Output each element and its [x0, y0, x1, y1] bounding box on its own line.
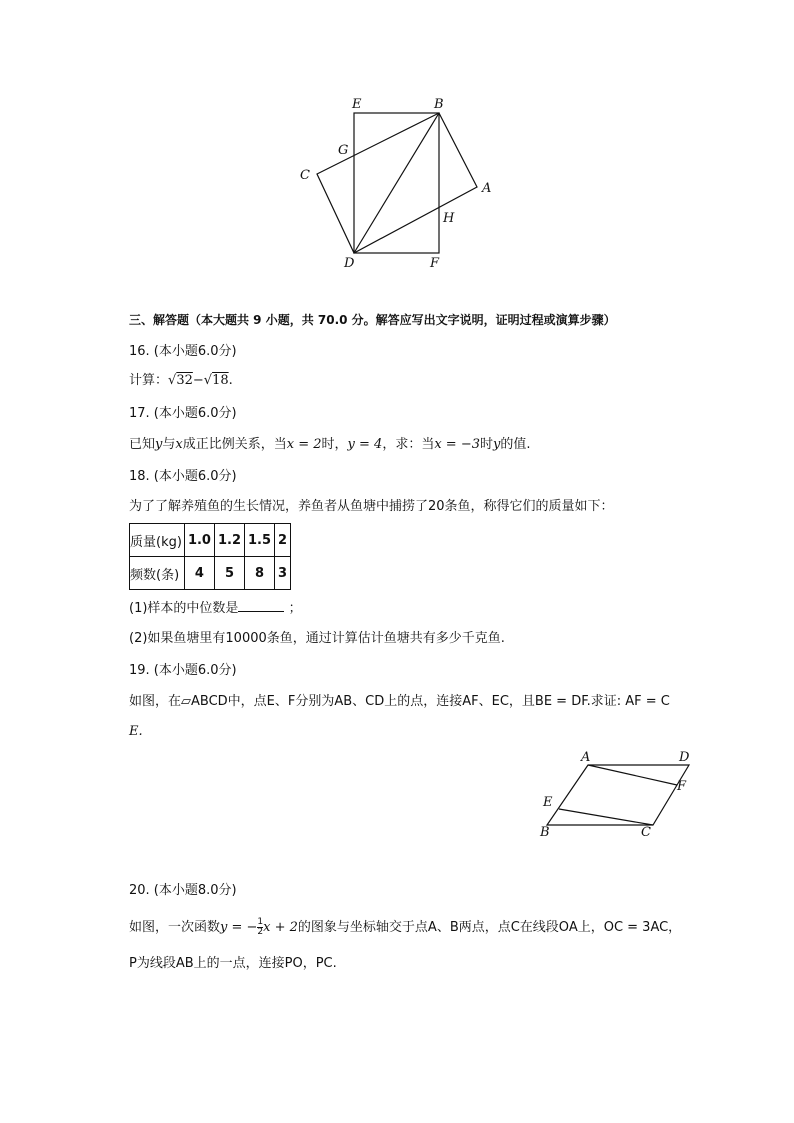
label-C2: C [641, 825, 651, 840]
answer-blank [238, 598, 284, 612]
q18-intro: 为了了解养殖鱼的生长情况，养鱼者从鱼塘中捕捞了20条鱼，称得它们的质量如下： [129, 499, 614, 514]
q16-body: 计算：√32−√18. [129, 373, 233, 388]
q19-line1: 如图，在▱ABCD中，点E、F分别为AB、CD上的点，连接AF、EC，且BE = DF.求证: AF = C [129, 694, 670, 709]
table-row-label: 质量(kg) [130, 524, 185, 557]
label-B: B [434, 97, 444, 112]
table-cell: 5 [214, 557, 244, 590]
label-H: H [443, 211, 455, 226]
table-row-label: 频数(条) [130, 557, 185, 590]
q18-part2: (2)如果鱼塘里有10000条鱼，通过计算估计鱼塘共有多少千克鱼. [129, 631, 505, 646]
table-cell: 4 [184, 557, 214, 590]
q16-header: 16. (本小题6.0分) [129, 344, 237, 359]
label-E: E [352, 97, 362, 112]
q19-header: 19. (本小题6.0分) [129, 663, 237, 678]
q20-line1: 如图，一次函数y = − $\frac{1}{2}$ x + 2的图象与坐标轴交于点A、B两点，点C在线段OA上，OC = 3AC， [129, 917, 682, 937]
label-C: C [300, 168, 310, 183]
frequency-table [129, 523, 291, 590]
table-cell: 1.5 [245, 524, 275, 557]
q17-body: 已知y与x成正比例关系，当x = 2时，y = 4，求：当x = −3时y的值. [129, 437, 531, 452]
segment-ec [559, 809, 653, 825]
figure-parallelogram [530, 752, 710, 842]
q20-line2: P为线段AB上的一点，连接PO，PC. [129, 956, 337, 971]
q17-header: 17. (本小题6.0分) [129, 406, 237, 421]
segment-af [588, 765, 677, 785]
label-D2: D [679, 750, 690, 765]
label-F: F [430, 256, 440, 271]
table-row [130, 557, 291, 590]
table-cell: 3 [275, 557, 291, 590]
table-cell: 1.2 [214, 524, 244, 557]
q18-header: 18. (本小题6.0分) [129, 469, 237, 484]
section-title: 三、解答题（本大题共 9 小题，共 70.0 分。解答应写出文字说明，证明过程或演算步骤） [129, 313, 616, 327]
q20-header: 20. (本小题8.0分) [129, 883, 237, 898]
q18-part1: (1)样本的中位数是 ； [129, 598, 302, 618]
label-E2: E [543, 795, 553, 810]
table-cell: 8 [245, 557, 275, 590]
label-A2: A [581, 750, 591, 765]
label-A: A [482, 181, 492, 196]
parallelogram-abcd [547, 765, 689, 825]
fraction-half: $\frac{1}{2}$ [257, 917, 264, 937]
figure-rectangles [290, 95, 510, 280]
table-cell: 2 [275, 524, 291, 557]
label-F2: F [677, 779, 687, 794]
label-G: G [338, 143, 349, 158]
table-row [130, 524, 291, 557]
q19-line2: E. [129, 724, 143, 739]
label-D: D [344, 256, 355, 271]
table-cell: 1.0 [184, 524, 214, 557]
label-B2: B [540, 825, 550, 840]
